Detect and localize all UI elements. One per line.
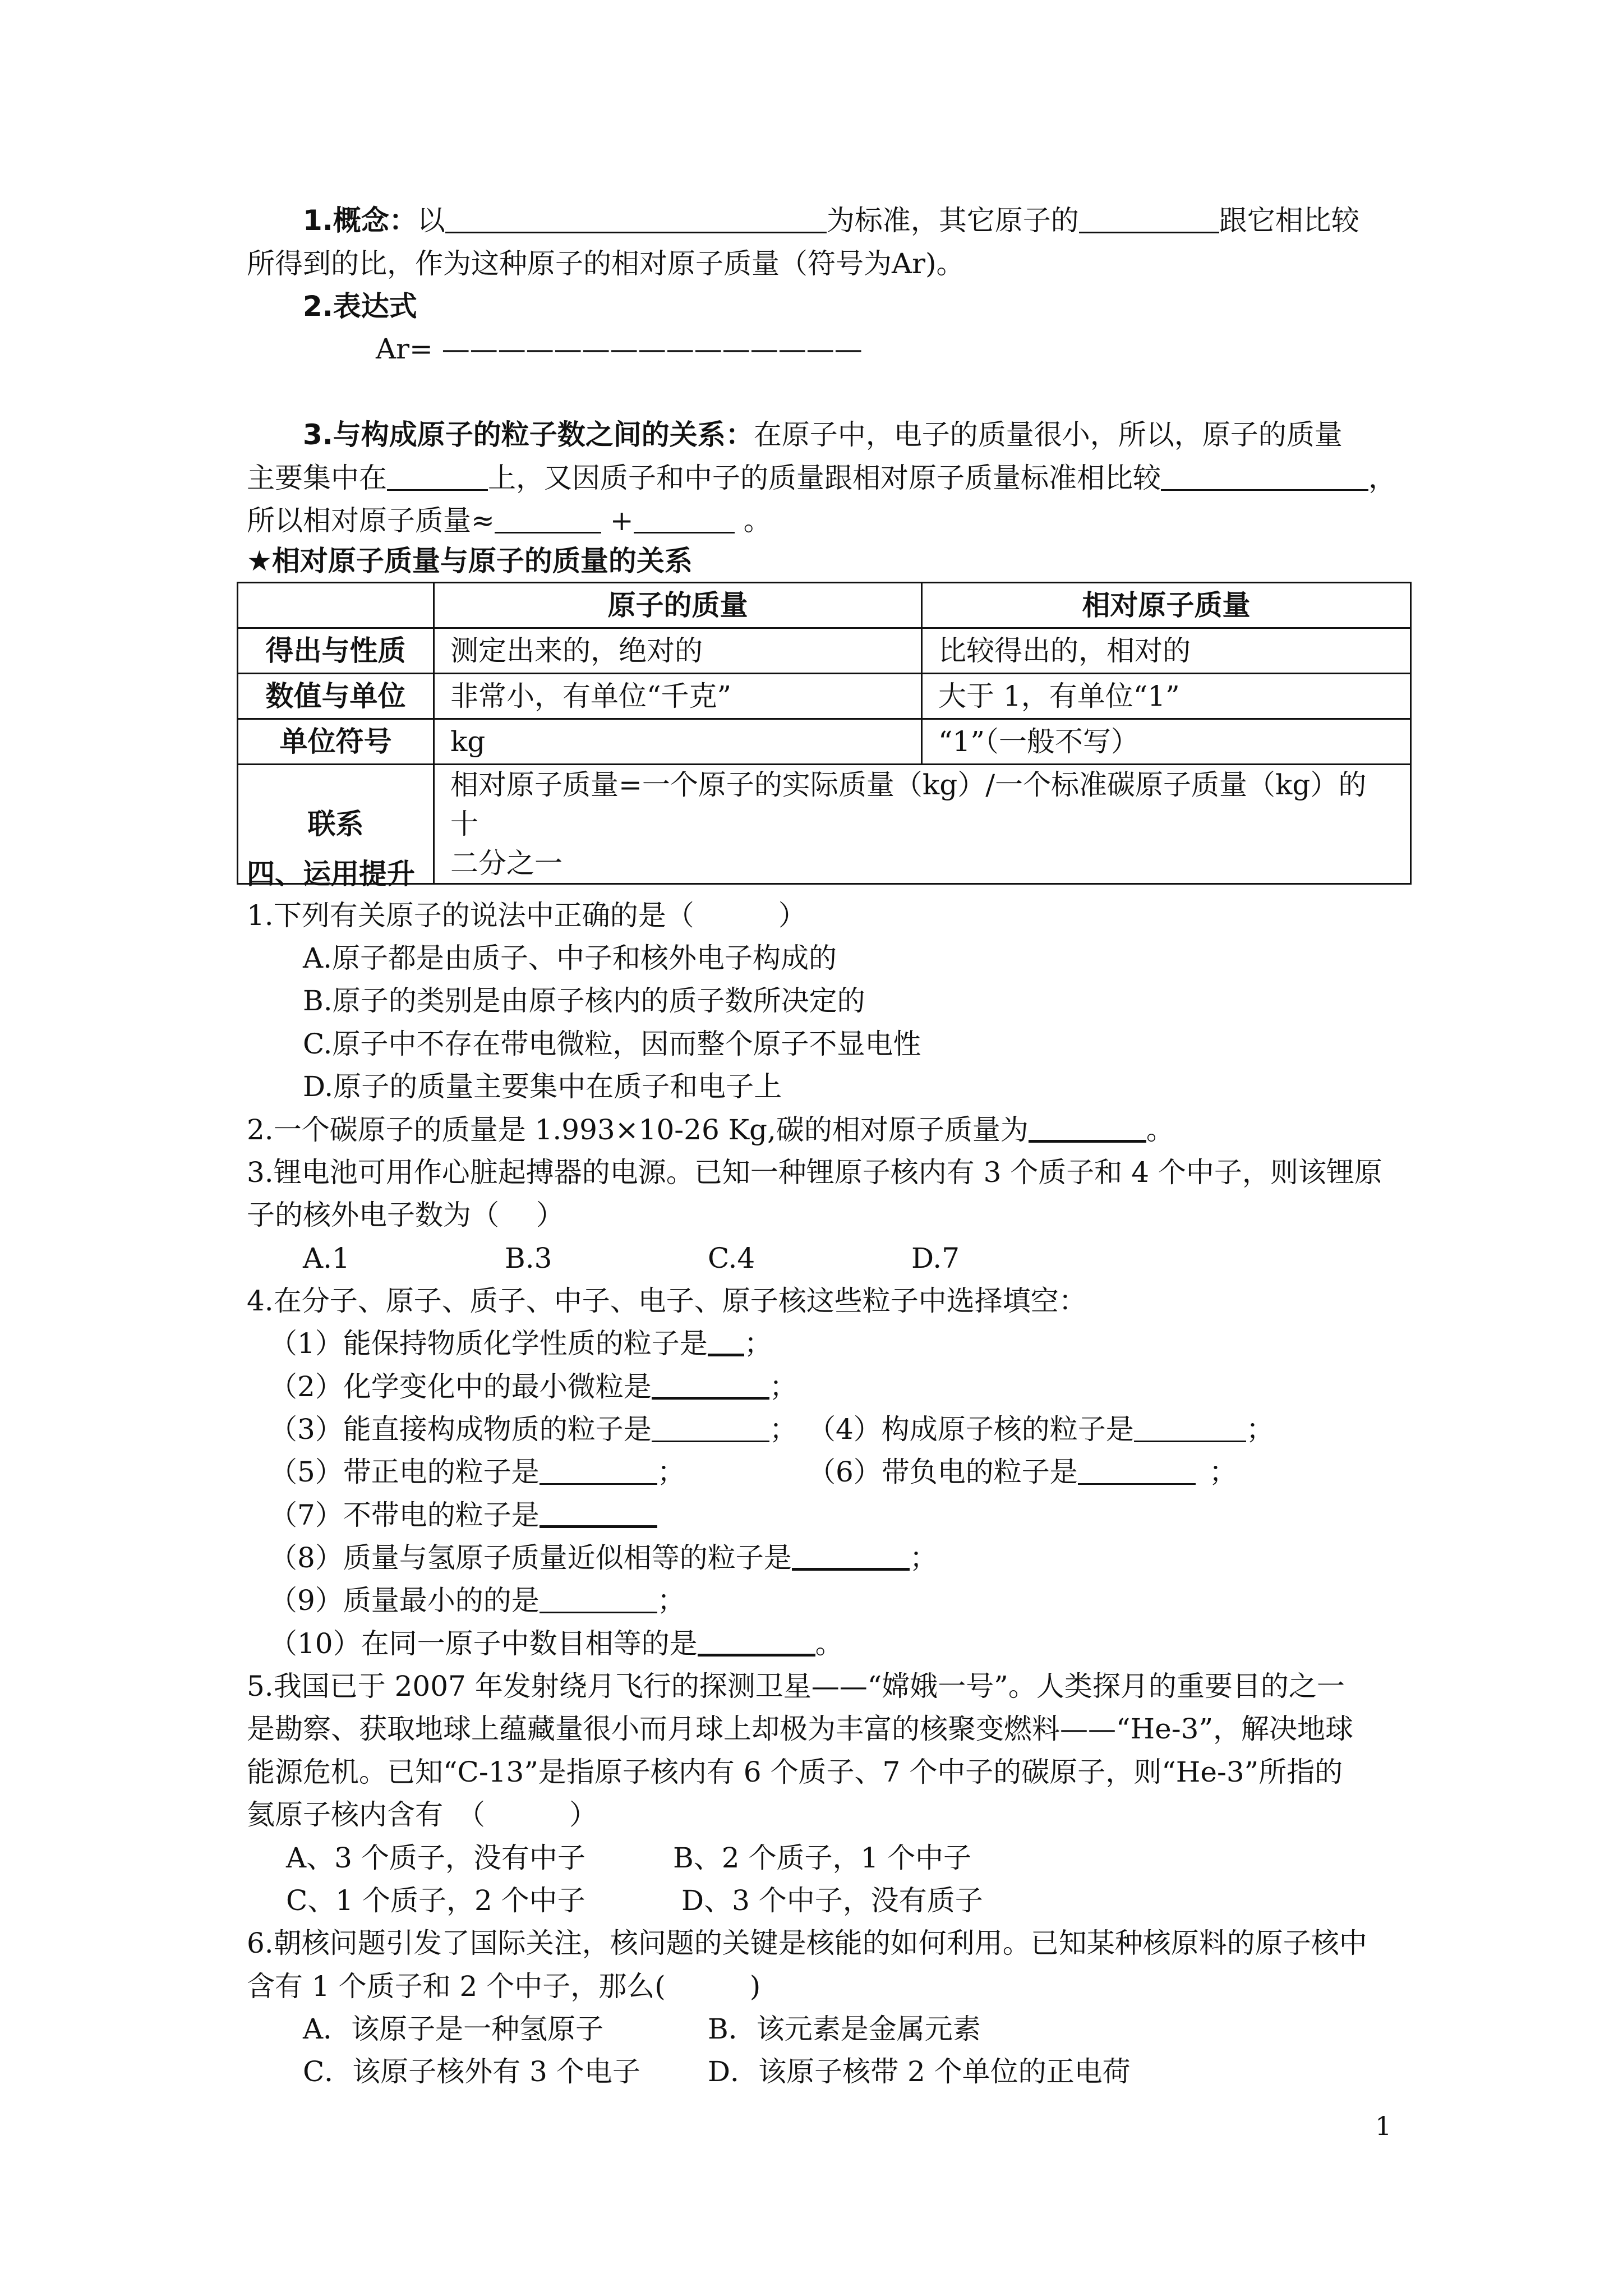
link-text-line-2: 二分之一 bbox=[450, 847, 562, 880]
q4-blank-5[interactable] bbox=[540, 1457, 657, 1485]
q4-blank-3[interactable] bbox=[652, 1415, 769, 1442]
relation-text-f: + bbox=[601, 504, 634, 537]
q5-option-d: D、3 个中子，没有质子 bbox=[681, 1884, 983, 1917]
relation-blank-1[interactable] bbox=[387, 463, 488, 491]
q4-item-7 bbox=[269, 1494, 657, 1536]
q1-option-a: A.原子都是由质子、中子和核外电子构成的 bbox=[303, 942, 837, 974]
relation-blank-2[interactable] bbox=[1161, 463, 1368, 491]
row-label: 单位符号 bbox=[238, 719, 434, 765]
q4-item-4-end: ； bbox=[1246, 1413, 1274, 1446]
q4-item-9-end: ； bbox=[657, 1584, 685, 1617]
relation-text-c: 上，又因质子和中子的质量跟相对原子质量标准相比较 bbox=[488, 462, 1161, 494]
q5-option-b: B、2 个质子，1 个中子 bbox=[673, 1842, 972, 1874]
link-text bbox=[434, 765, 1411, 884]
q3-option-d: D.7 bbox=[911, 1242, 960, 1274]
q5-line-4: 氦原子核内含有 （ ） bbox=[247, 1798, 597, 1831]
q4-item-1-end: ； bbox=[744, 1327, 772, 1360]
table-header-row bbox=[238, 583, 1411, 628]
relation-text-e: 所以相对原子质量≈ bbox=[247, 504, 495, 537]
q3-option-a: A.1 bbox=[303, 1242, 350, 1274]
q6-option-c: C．该原子核外有 3 个电子 bbox=[303, 2055, 640, 2088]
q6-option-a: A．该原子是一种氢原子 bbox=[303, 2013, 604, 2045]
relation-blank-3[interactable] bbox=[495, 506, 601, 533]
q5-option-c: C、1 个质子，2 个中子 bbox=[286, 1884, 585, 1917]
q5-line-1: 5.我国已于 2007 年发射绕月飞行的探测卫星——“嫦娥一号”。人类探月的重要目的之一 bbox=[247, 1670, 1345, 1703]
comparison-table bbox=[237, 582, 1412, 885]
q5-line-2: 是勘察、获取地球上蕴藏量很小而月球上却极为丰富的核聚变燃料——“He-3”，解决地球 bbox=[247, 1713, 1354, 1745]
row-label: 数值与单位 bbox=[238, 674, 434, 719]
q4-item-5 bbox=[269, 1451, 685, 1493]
q4-item-2 bbox=[269, 1365, 797, 1408]
q4-item-1 bbox=[269, 1322, 772, 1365]
cell-relative: 比较得出的，相对的 bbox=[922, 628, 1411, 674]
header-cell-mass: 原子的质量 bbox=[434, 583, 922, 628]
q4-item-9-text: （9）质量最小的的是 bbox=[269, 1584, 540, 1617]
page-number: 1 bbox=[1375, 2111, 1392, 2141]
q4-stem: 4.在分子、原子、质子、中子、电子、原子核这些粒子中选择填空： bbox=[247, 1285, 1087, 1317]
q4-item-10-end: 。 bbox=[815, 1627, 843, 1660]
q4-item-8 bbox=[269, 1536, 938, 1579]
q1-stem: 1.下列有关原子的说法中正确的是（ ） bbox=[247, 899, 806, 932]
concept-text-c: 跟它相比较 bbox=[1219, 204, 1359, 237]
q6-option-d: D．该原子核带 2 个单位的正电荷 bbox=[708, 2055, 1131, 2088]
concept-line bbox=[303, 199, 1359, 242]
table-row bbox=[238, 719, 1411, 765]
relation-text-b: 主要集中在 bbox=[247, 462, 387, 494]
q2-line bbox=[247, 1108, 1174, 1151]
concept-blank-1[interactable] bbox=[445, 206, 827, 233]
q4-item-8-text: （8）质量与氢原子质量近似相等的粒子是 bbox=[269, 1542, 792, 1574]
q5-option-a: A、3 个质子，没有中子 bbox=[286, 1842, 585, 1874]
section4-title: 四、运用提升 bbox=[247, 858, 415, 890]
concept-blank-2[interactable] bbox=[1079, 206, 1219, 233]
table-row bbox=[238, 628, 1411, 674]
q6-option-b: B．该元素是金属元素 bbox=[708, 2013, 981, 2045]
q4-item-4-text: （4）构成原子核的粒子是 bbox=[808, 1413, 1134, 1446]
q4-item-1-text: （1）能保持物质化学性质的粒子是 bbox=[269, 1327, 708, 1360]
link-label: 联系 bbox=[238, 765, 434, 884]
concept-line-2: 所得到的比，作为这种原子的相对原子质量（符号为Ar)。 bbox=[247, 247, 965, 280]
q3-option-c: C.4 bbox=[708, 1242, 755, 1274]
q4-blank-9[interactable] bbox=[540, 1586, 657, 1613]
q5-line-3: 能源危机。已知“C-13”是指原子核内有 6 个质子、7 个中子的碳原子，则“He-3”所指的 bbox=[247, 1756, 1343, 1788]
q3-line-2: 子的核外电子数为（ ） bbox=[247, 1199, 564, 1231]
q4-item-10 bbox=[269, 1622, 843, 1665]
q4-blank-2[interactable] bbox=[652, 1371, 769, 1400]
q6-line-2: 含有 1 个质子和 2 个中子，那么( ) bbox=[247, 1970, 761, 2003]
q4-item-7-text: （7）不带电的粒子是 bbox=[269, 1499, 540, 1531]
q2-end: 。 bbox=[1146, 1114, 1174, 1146]
q4-item-5-text: （5）带正电的粒子是 bbox=[269, 1456, 540, 1488]
relation-blank-4[interactable] bbox=[634, 506, 735, 533]
q4-item-6-text: （6）带负电的粒子是 bbox=[808, 1456, 1078, 1488]
q2-text: 2.一个碳原子的质量是 1.993×10-26 Kg,碳的相对原子质量为 bbox=[247, 1114, 1029, 1146]
q1-option-c: C.原子中不存在带电微粒，因而整个原子不显电性 bbox=[303, 1028, 921, 1060]
q3-line-1: 3.锂电池可用作心脏起搏器的电源。已知一种锂原子核内有 3 个质子和 4 个中子，则该锂原 bbox=[247, 1156, 1382, 1189]
concept-text-a: 以 bbox=[417, 204, 445, 237]
q1-option-d: D.原子的质量主要集中在质子和电子上 bbox=[303, 1070, 782, 1103]
q4-item-10-text: （10）在同一原子中数目相等的是 bbox=[269, 1627, 698, 1660]
cell-relative: “1”（一般不写） bbox=[922, 719, 1411, 765]
q2-blank[interactable] bbox=[1029, 1114, 1146, 1143]
cell-relative: 大于 1，有单位“1” bbox=[922, 674, 1411, 719]
relation-text-d: ， bbox=[1368, 462, 1396, 494]
q4-item-4 bbox=[808, 1408, 1274, 1451]
relation-line-3 bbox=[247, 499, 772, 542]
q4-item-9 bbox=[269, 1579, 685, 1622]
q4-item-5-end: ； bbox=[657, 1456, 685, 1488]
q4-item-3 bbox=[269, 1408, 797, 1451]
q6-line-1: 6.朝核问题引发了国际关注，核问题的关键是核能的如何利用。已知某种核原料的原子核中 bbox=[247, 1927, 1367, 1959]
q1-option-b: B.原子的类别是由原子核内的质子数所决定的 bbox=[303, 984, 865, 1017]
q4-blank-7[interactable] bbox=[540, 1499, 657, 1528]
expression-label: 2.表达式 bbox=[303, 290, 417, 323]
q4-item-6-end: ； bbox=[1209, 1456, 1237, 1488]
q4-item-6 bbox=[808, 1451, 1237, 1493]
q4-item-2-text: （2）化学变化中的最小微粒是 bbox=[269, 1370, 652, 1403]
relation-text-g: 。 bbox=[734, 504, 772, 537]
q4-blank-8[interactable] bbox=[792, 1542, 910, 1571]
cell-mass: 测定出来的，绝对的 bbox=[434, 628, 922, 674]
q3-option-b: B.3 bbox=[505, 1242, 552, 1274]
concept-label: 1.概念： bbox=[303, 204, 417, 237]
cell-mass: 非常小，有单位“千克” bbox=[434, 674, 922, 719]
link-text-line-1: 相对原子质量=一个原子的实际质量（kg）/一个标准碳原子质量（kg）的十 bbox=[450, 769, 1367, 840]
q4-blank-6[interactable] bbox=[1078, 1457, 1196, 1485]
header-cell-empty bbox=[238, 583, 434, 628]
q4-item-2-end: ； bbox=[769, 1370, 797, 1403]
cell-mass: kg bbox=[434, 719, 922, 765]
comparison-title: ★相对原子质量与原子的质量的关系 bbox=[247, 545, 693, 577]
q4-blank-1[interactable] bbox=[708, 1328, 744, 1356]
relation-text-a: 在原子中，电子的质量很小，所以，原子的质量 bbox=[753, 418, 1343, 451]
q4-item-3-end: ； bbox=[769, 1413, 797, 1446]
relation-label: 3.与构成原子的粒子数之间的关系： bbox=[303, 418, 754, 451]
q4-item-3-text: （3）能直接构成物质的粒子是 bbox=[269, 1413, 652, 1446]
table-row bbox=[238, 674, 1411, 719]
relation-line-2 bbox=[247, 457, 1396, 499]
relation-line-1 bbox=[303, 413, 1343, 456]
q4-item-8-end: ； bbox=[909, 1542, 938, 1574]
header-cell-relative: 相对原子质量 bbox=[922, 583, 1411, 628]
expression-formula: Ar= ——————————————— bbox=[376, 333, 863, 365]
q4-blank-4[interactable] bbox=[1134, 1415, 1246, 1442]
concept-text-b: 为标准，其它原子的 bbox=[826, 204, 1079, 237]
row-label: 得出与性质 bbox=[238, 628, 434, 674]
q4-blank-10[interactable] bbox=[698, 1628, 815, 1657]
